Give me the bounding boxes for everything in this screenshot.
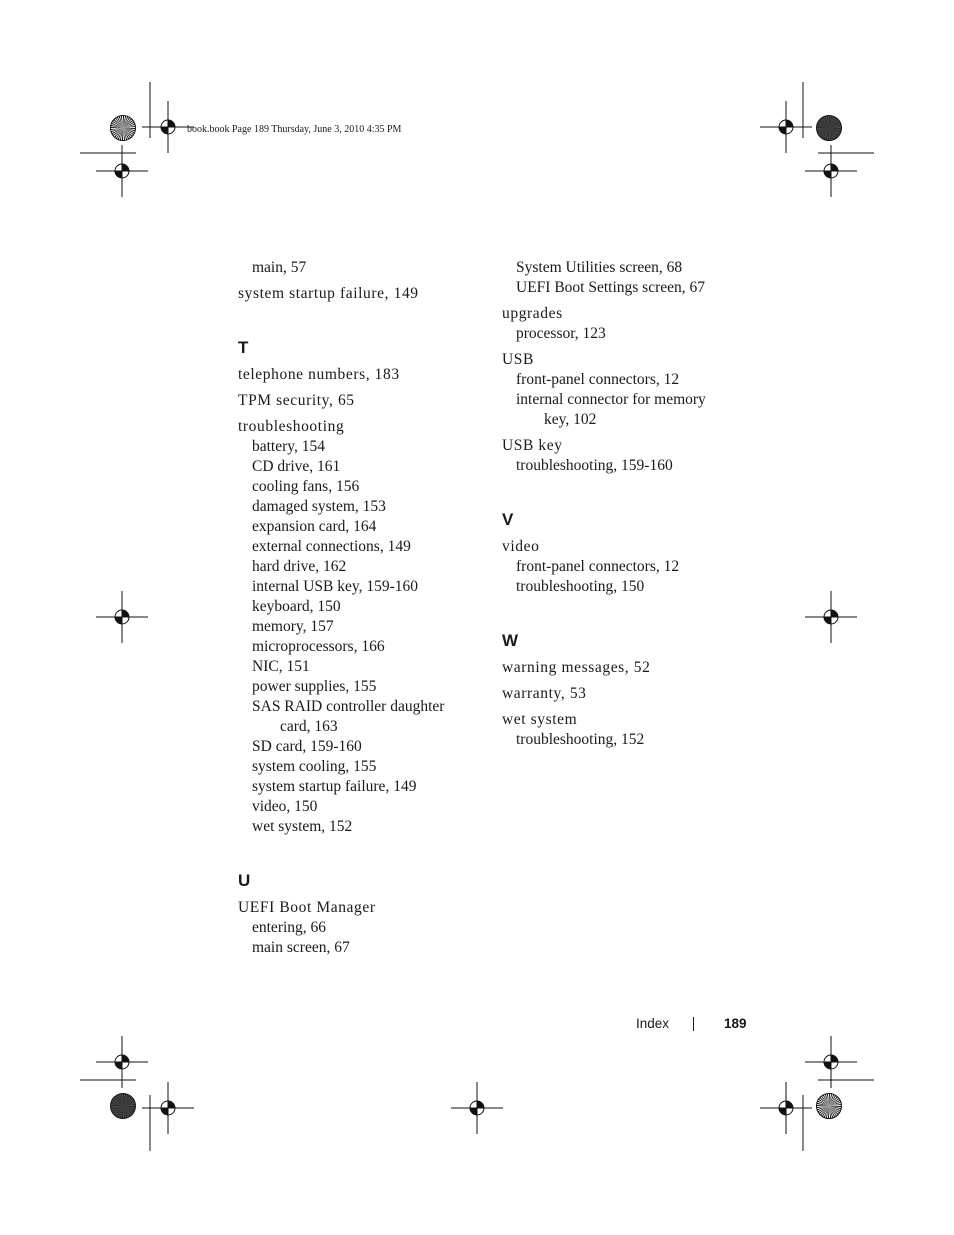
registration-target-icon	[805, 591, 857, 643]
registration-target-icon	[451, 1082, 503, 1134]
index-entry: warning messages, 52	[502, 659, 651, 676]
index-subentry: troubleshooting, 159-160	[516, 457, 673, 474]
index-entry: warranty, 53	[502, 685, 587, 702]
index-subentry: troubleshooting, 150	[516, 578, 645, 595]
index-subentry: UEFI Boot Settings screen, 67	[516, 279, 705, 296]
index-entry: USB key	[502, 437, 563, 454]
index-subentry: System Utilities screen, 68	[516, 259, 683, 276]
index-entry: system startup failure, 149	[238, 285, 419, 302]
section-letter: V	[502, 510, 514, 529]
section-letter: W	[502, 631, 519, 650]
index-subentry: main, 57	[252, 259, 307, 276]
index-entry: troubleshooting	[238, 418, 345, 435]
index-subentry: system cooling, 155	[252, 758, 377, 775]
index-subentry: hard drive, 162	[252, 558, 347, 575]
index-subentry: front-panel connectors, 12	[516, 371, 680, 388]
index-column-left	[238, 258, 478, 958]
section-letter: T	[238, 338, 249, 357]
index-subentry: memory, 157	[252, 618, 334, 635]
index-subentry: internal USB key, 159-160	[252, 578, 419, 595]
index-continuation: card, 163	[280, 718, 338, 735]
section-letter: U	[238, 871, 251, 890]
index-entry: video	[502, 538, 540, 555]
footer-divider	[693, 1017, 694, 1031]
index-subentry: internal connector for memory	[516, 391, 706, 408]
index-subentry: cooling fans, 156	[252, 478, 360, 495]
index-entry: telephone numbers, 183	[238, 366, 400, 383]
index-subentry: battery, 154	[252, 438, 326, 455]
index-subentry: keyboard, 150	[252, 598, 341, 615]
index-subentry: processor, 123	[516, 325, 606, 342]
registration-target-icon	[760, 1082, 812, 1134]
index-continuation: key, 102	[544, 411, 597, 428]
index-subentry: system startup failure, 149	[252, 778, 417, 795]
page-footer	[636, 1016, 747, 1032]
index-subentry: wet system, 152	[252, 818, 353, 835]
color-bar-starburst-icon	[111, 116, 136, 141]
index-subentry: video, 150	[252, 798, 318, 815]
registration-target-icon	[96, 591, 148, 643]
color-bar-starburst-icon	[817, 1094, 842, 1119]
index-entry: USB	[502, 351, 534, 368]
index-subentry: entering, 66	[252, 919, 327, 936]
footer-section-label: Index	[636, 1016, 670, 1031]
index-subentry: power supplies, 155	[252, 678, 377, 695]
index-subentry: main screen, 67	[252, 939, 350, 956]
index-subentry: front-panel connectors, 12	[516, 558, 680, 575]
index-subentry: damaged system, 153	[252, 498, 386, 515]
index-subentry: external connections, 149	[252, 538, 411, 555]
index-entry: TPM security, 65	[238, 392, 355, 409]
index-subentry: CD drive, 161	[252, 458, 341, 475]
page-number: 189	[724, 1016, 747, 1031]
index-entry: wet system	[502, 711, 578, 728]
color-bar-starburst-icon	[111, 1094, 136, 1119]
index-subentry: expansion card, 164	[252, 518, 377, 535]
index-subentry: SD card, 159-160	[252, 738, 362, 755]
index-entry: UEFI Boot Manager	[238, 899, 376, 916]
color-bar-starburst-icon	[817, 116, 842, 141]
index-entry: upgrades	[502, 305, 563, 322]
registration-target-icon	[760, 101, 812, 153]
index-column-right	[502, 258, 742, 750]
index-subentry: NIC, 151	[252, 658, 310, 675]
index-subentry: SAS RAID controller daughter	[252, 698, 445, 715]
index-subentry: troubleshooting, 152	[516, 731, 645, 748]
print-slug: book.book Page 189 Thursday, June 3, 2010 4:35 PM	[187, 124, 402, 135]
index-subentry: microprocessors, 166	[252, 638, 385, 655]
